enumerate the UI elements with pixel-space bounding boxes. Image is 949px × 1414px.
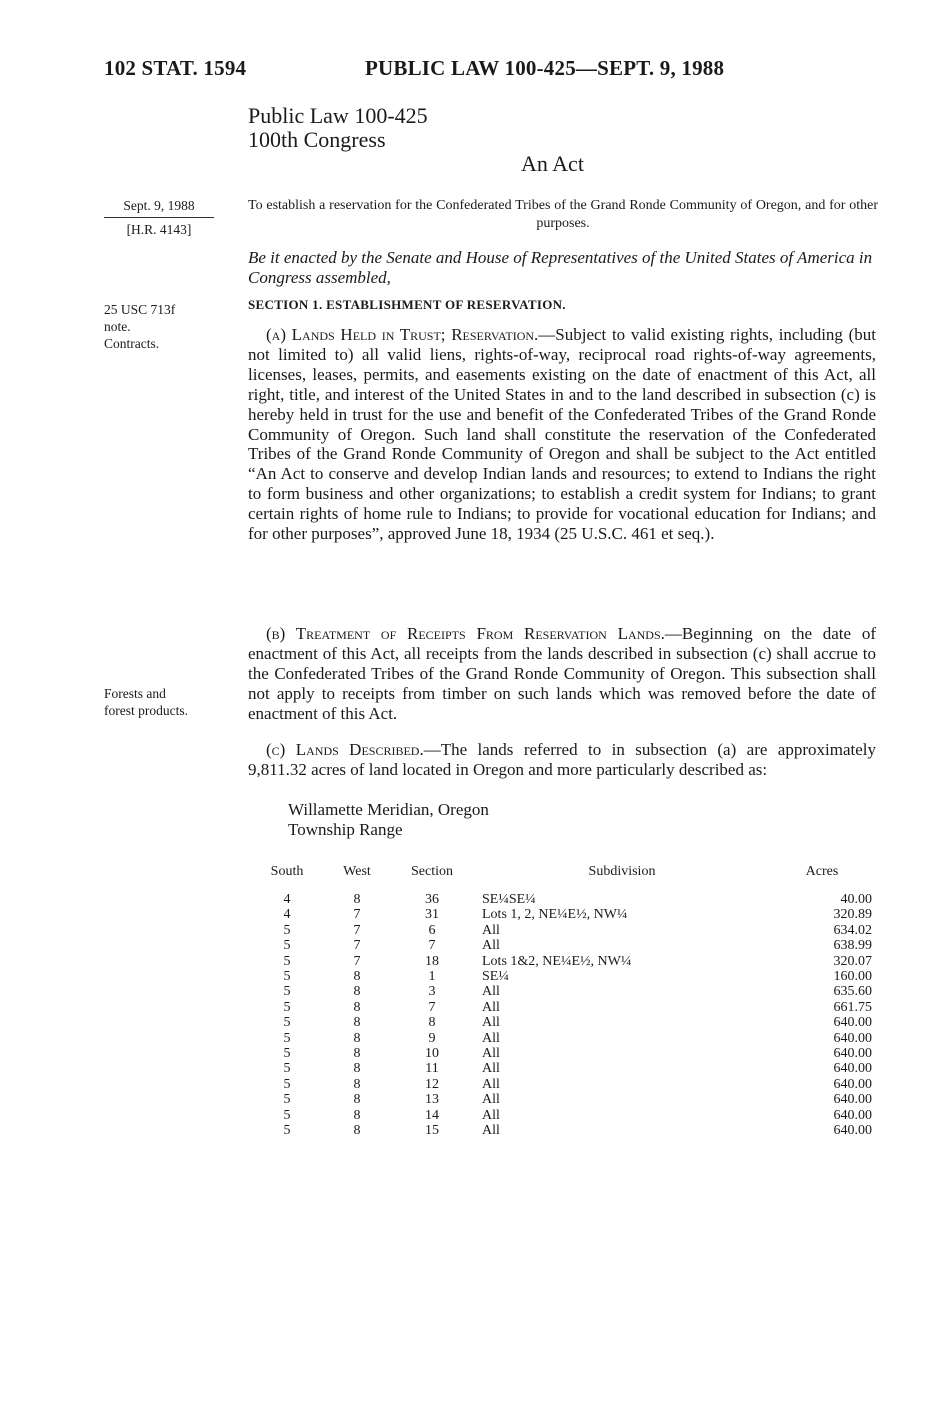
cell-acres: 40.00 [840,892,872,907]
col-header-acres: Acres [805,864,839,879]
margin-forests-block [104,685,188,719]
cell-section: 15 [425,1123,439,1139]
cell-west: 7 [353,938,361,954]
cell-south: 5 [283,938,291,954]
cell-subdivision: All [482,938,500,954]
cell-west: 7 [353,907,361,923]
margin-contracts: Contracts. [104,336,160,351]
cell-south: 5 [283,1046,291,1062]
cell-south: 5 [283,1061,291,1077]
cell-south: 5 [283,1030,291,1046]
paragraph-b-text: —Beginning on the date of enactment of this Act, all receipts from the lands described in subsection (c) shall accrue to the Confederated Tribes of the Grand Ronde Community of Oregon. This subsection shall not apply to receipts from timber on such lands which was removed before the date of enactment of this Act. [248,624,876,723]
land-table [252,864,872,1139]
paragraph-a-heading: (a) Lands Held in Trust; Reservation. [266,325,539,344]
cell-subdivision: All [482,999,500,1015]
cell-acres: 160.00 [833,969,872,985]
cell-subdivision: All [482,922,500,938]
cell-section: 36 [425,892,439,907]
township-range-label: Township Range [288,820,403,839]
cell-acres: 640.00 [833,1046,872,1062]
cell-acres: 640.00 [833,1061,872,1077]
table-row [252,1108,872,1123]
table-row [252,1092,872,1107]
cell-west: 8 [353,999,361,1015]
cell-section: 18 [425,953,439,969]
cell-section: 9 [428,1030,436,1046]
cell-west: 8 [353,1107,361,1123]
cell-section: 14 [425,1107,439,1123]
margin-date-block [104,197,214,238]
margin-bill-number: [H.R. 4143] [126,222,192,237]
cell-west: 8 [353,1123,361,1139]
table-row [252,984,872,999]
an-act-heading: An Act [521,151,584,176]
cell-south: 5 [283,922,291,938]
cell-subdivision: SE¼ [482,969,509,985]
cell-acres: 640.00 [833,1092,872,1108]
col-header-subdivision: Subdivision [588,864,656,879]
enacting-clause: Be it enacted by the Senate and House of Representatives of the United States of America in Congress assembled, [248,248,873,287]
cell-south: 5 [283,1092,291,1108]
cell-acres: 640.00 [833,1107,872,1123]
paragraph-c-text: —The lands referred to in subsection (a) are approximately 9,811.32 acres of land located in Oregon and more particularly described as: [248,740,877,779]
cell-subdivision: Lots 1&2, NE¼E½, NW¼ [482,953,632,969]
cell-south: 5 [283,1107,291,1123]
cell-acres: 635.60 [833,984,872,1000]
land-table-header [252,864,872,892]
cell-acres: 640.00 [833,1076,872,1092]
cell-subdivision: All [482,1092,500,1108]
col-header-south: South [270,864,304,879]
cell-acres: 320.89 [833,907,872,923]
stat-page-number: 102 STAT. 1594 [104,56,247,80]
land-table-body [252,892,872,1139]
cell-acres: 320.07 [833,953,872,969]
cell-west: 8 [353,1076,361,1092]
cell-west: 8 [353,984,361,1000]
cell-acres: 634.02 [833,922,872,938]
cell-south: 4 [283,907,291,923]
margin-forests: Forests and [104,686,166,701]
table-row [252,1015,872,1030]
table-row [252,1000,872,1015]
cell-south: 5 [283,953,291,969]
cell-subdivision: All [482,1015,500,1031]
meridian-label: Willamette Meridian, Oregon [288,800,489,819]
cell-section: 7 [428,938,436,954]
cell-subdivision: SE¼SE¼ [482,892,536,907]
cell-south: 5 [283,999,291,1015]
table-row [252,907,872,922]
cell-west: 8 [353,1015,361,1031]
cell-section: 6 [428,922,436,938]
cell-section: 31 [425,907,439,923]
cell-subdivision: All [482,1061,500,1077]
table-row [252,1123,872,1138]
margin-forest-products: forest products. [104,703,188,718]
table-row [252,1031,872,1046]
cell-section: 7 [428,999,436,1015]
cell-south: 5 [283,969,291,985]
paragraph-b-heading: (b) Treatment of Receipts From Reservation Lands. [266,624,665,643]
cell-subdivision: All [482,1046,500,1062]
margin-note: note. [104,319,131,334]
paragraph-a-text: —Subject to valid existing rights, including (but not limited to) all valid liens, rights-of-way, reciprocal road rights-of-way agreements, licenses, leases, permits, and easements existing on the date of enactment of this Act, all right, title, and interest of the United States in and to the land described in subsection (c) is hereby held in trust for the use and benefit of the Confederated Tribes of the Grand Ronde Community of Oregon. Such land shall constitute the reservation of the Confederated Tribes of the Grand Ronde Community of Oregon and shall be subject to the Act entitled “An Act to conserve and develop Indian lands and resources; to extend to Indians the right to form business and other organizations; to establish a credit system for Indians; to grant certain rights of home rule to Indians; to provide for vocational education for Indians; and for other purposes”, approved June 18, 1934 (25 U.S.C. 461 et seq.). [248,325,876,544]
cell-acres: 661.75 [833,999,872,1015]
paragraph-c [248,740,876,780]
table-row [252,1046,872,1061]
col-header-section: Section [411,864,453,879]
paragraph-a [248,325,876,544]
cell-section: 10 [425,1046,439,1062]
section-heading: SECTION 1. ESTABLISHMENT OF RESERVATION. [248,297,566,312]
running-head: PUBLIC LAW 100-425—SEPT. 9, 1988 [365,56,725,80]
table-row [252,938,872,953]
col-header-west: West [343,864,371,879]
cell-subdivision: All [482,984,500,1000]
paragraph-b [248,624,876,724]
cell-west: 7 [353,922,361,938]
table-row [252,969,872,984]
cell-west: 8 [353,1061,361,1077]
cell-acres: 640.00 [833,1015,872,1031]
cell-west: 8 [353,892,361,907]
cell-south: 5 [283,1076,291,1092]
paragraph-c-heading: (c) Lands Described. [266,740,424,759]
purpose-statement: To establish a reservation for the Confederated Tribes of the Grand Ronde Community of Oregon, and for other purposes. [248,198,878,231]
cell-section: 3 [428,984,436,1000]
margin-usc-block [104,301,175,352]
cell-subdivision: All [482,1076,500,1092]
cell-acres: 640.00 [833,1030,872,1046]
cell-acres: 640.00 [833,1123,872,1139]
law-number: Public Law 100-425 [248,103,428,128]
cell-subdivision: All [482,1107,500,1123]
cell-section: 8 [428,1015,436,1031]
cell-acres: 638.99 [833,938,872,954]
cell-south: 5 [283,1123,291,1139]
margin-usc: 25 USC 713f [104,302,176,317]
cell-west: 8 [353,1030,361,1046]
table-row [252,1077,872,1092]
cell-west: 8 [353,1092,361,1108]
cell-section: 13 [425,1092,439,1108]
table-row [252,923,872,938]
table-row [252,892,872,907]
table-row [252,954,872,969]
cell-south: 5 [283,984,291,1000]
cell-section: 11 [425,1061,439,1077]
cell-section: 1 [428,969,436,985]
congress: 100th Congress [248,127,386,152]
cell-subdivision: All [482,1030,500,1046]
cell-west: 8 [353,969,361,985]
margin-date: Sept. 9, 1988 [104,197,214,218]
cell-south: 4 [283,892,291,907]
cell-subdivision: All [482,1123,500,1139]
cell-section: 12 [425,1076,439,1092]
table-row [252,1061,872,1076]
cell-south: 5 [283,1015,291,1031]
cell-west: 8 [353,1046,361,1062]
cell-west: 7 [353,953,361,969]
cell-subdivision: Lots 1, 2, NE¼E½, NW¼ [482,907,628,923]
